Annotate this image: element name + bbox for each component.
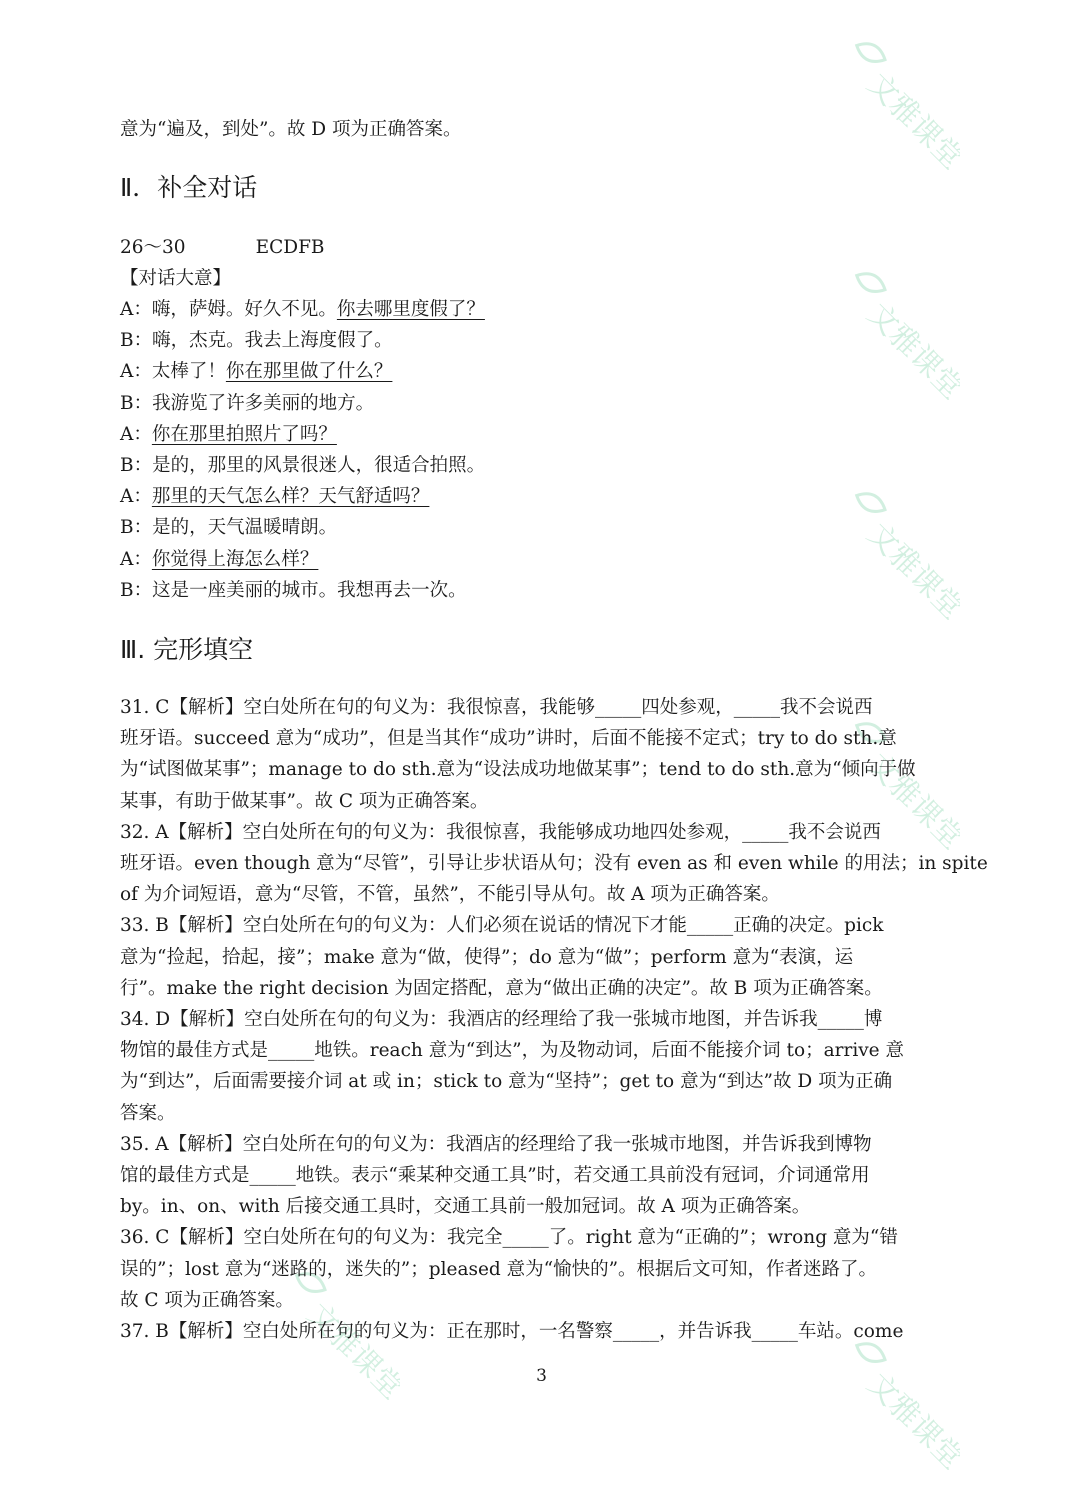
speaker-label: B： [120, 455, 153, 476]
dialogue-line [120, 360, 392, 384]
speaker-label: A： [120, 486, 152, 508]
explanation-line: 37. B【解析】空白处所在句的句义为：正在那时，一名警察_____，并告诉我_____车站。come [120, 1321, 904, 1342]
answer-letters: ECDFB [255, 237, 325, 258]
dialogue-line [120, 579, 467, 603]
explanation-line: 为“到达”，后面需要接介词 at 或 in；stick to 意为“坚持”；get to 意为“到达”故 D 项为正确 [120, 1071, 893, 1093]
dialogue-line [120, 516, 337, 540]
watermark-logo-icon [810, 250, 960, 400]
svg-text:文雅课堂: 文雅课堂 [860, 1366, 960, 1470]
dialogue-answer-underlined: 那里的天气怎么样？天气舒适吗？ [151, 486, 430, 508]
dialogue-text: 太棒了！ [151, 361, 226, 383]
explanation-line: 35. A【解析】空白处所在句的句义为：我酒店的经理给了我一张城市地图，并告诉我到博物 [120, 1133, 872, 1155]
speaker-label: A： [120, 299, 152, 320]
dialogue-text: 是的，天气温暖晴朗。 [152, 517, 338, 539]
explanation-line: 31. C【解析】空白处所在句的句义为：我很惊喜，我能够_____四处参观，_____我不会说西 [120, 697, 873, 718]
speaker-label: B： [120, 579, 153, 601]
explanation-line: 故 C 项为正确答案。 [120, 1289, 294, 1311]
explanation-line: 班牙语。even though 意为“尽管”，引导让步状语从句；没有 even as 和 even while 的用法；in spite [120, 853, 988, 874]
section-2-title: Ⅱ．补全对话 [120, 173, 258, 202]
dialogue-line [120, 548, 318, 572]
speaker-label: B： [120, 392, 153, 414]
explanation-line: by。in、on、with 后接交通工具时，交通工具前一般加冠词。故 A 项为正确答案。 [120, 1196, 811, 1218]
svg-text:文雅课堂: 文雅课堂 [860, 746, 960, 850]
svg-text:文雅课堂: 文雅课堂 [860, 516, 960, 620]
dialogue-answer-underlined: 你觉得上海怎么样？ [151, 548, 319, 570]
explanation-line: 某事，有助于做某事”。故 C 项为正确答案。 [120, 790, 489, 812]
answer-range: 26～30 [120, 237, 186, 258]
svg-text:文雅课堂: 文雅课堂 [860, 66, 960, 170]
dialogue-line [120, 298, 485, 322]
dialogue-answer-underlined: 你在那里做了什么？ [225, 361, 393, 383]
dialogue-answer-underlined: 你在那里拍照片了吗？ [151, 423, 337, 445]
explanation-line: 答案。 [120, 1102, 176, 1124]
dialogue-summary-label: 【对话大意】 [120, 268, 232, 289]
speaker-label: A： [120, 361, 152, 383]
watermark-logo-icon [810, 470, 960, 620]
explanation-line: 为“试图做某事”；manage to do sth.意为“设法成功地做某事”；tend to do sth.意为“倾向于做 [120, 759, 916, 781]
dialogue-text: 嗨，萨姆。好久不见。 [151, 299, 337, 320]
dialogue-answer-underlined: 你去哪里度假了？ [336, 299, 485, 320]
dialogue-line [120, 454, 485, 478]
svg-text:文雅课堂: 文雅课堂 [300, 1296, 400, 1400]
svg-text:文雅课堂: 文雅课堂 [860, 296, 960, 400]
explanation-line: 意为“捡起，拾起，接”；make 意为“做，使得”；do 意为“做”；perform 意为“表演，运 [120, 946, 854, 968]
explanation-line: of 为介词短语，意为“尽管，不管，虽然”，不能引导从句。故 A 项为正确答案。 [120, 884, 780, 906]
explanation-line: 班牙语。succeed 意为“成功”，但是当其作“成功”讲时，后面不能接不定式；try to do sth.意 [120, 728, 897, 750]
speaker-label: B： [120, 517, 153, 539]
dialogue-line [120, 485, 429, 509]
explanation-line: 行”。make the right decision 为固定搭配，意为“做出正确的决定”。故 B 项为正确答案。 [120, 977, 883, 999]
page-number: 3 [536, 1366, 547, 1386]
speaker-label: B： [120, 330, 153, 352]
dialogue-line [120, 329, 393, 353]
explanation-line: 馆的最佳方式是_____地铁。表示“乘某种交通工具”时，若交通工具前没有冠词，介词通常用 [120, 1165, 870, 1186]
watermark-logo-icon [810, 20, 960, 170]
explanation-line: 36. C【解析】空白处所在句的句义为：我完全_____了。right 意为“正确的”；wrong 意为“错 [120, 1227, 898, 1249]
dialogue-line [120, 392, 374, 416]
speaker-label: A： [120, 548, 152, 570]
section-3-title: Ⅲ. 完形填空 [120, 635, 254, 664]
dialogue-text: 我游览了许多美丽的地方。 [152, 392, 375, 414]
explanation-line: 物馆的最佳方式是_____地铁。reach 意为“到达”，为及物动词，后面不能接介词 to；arrive 意 [120, 1040, 905, 1062]
dialogue-line [120, 423, 337, 447]
explanation-line: 32. A【解析】空白处所在句的句义为：我很惊喜，我能够成功地四处参观，_____我不会说西 [120, 821, 881, 843]
speaker-label: A： [120, 423, 152, 445]
intro-line: 意为“遍及，到处”。故 D 项为正确答案。 [120, 119, 462, 140]
explanation-line: 34. D【解析】空白处所在句的句义为：我酒店的经理给了我一张城市地图，并告诉我_____博 [120, 1009, 883, 1030]
dialogue-text: 是的，那里的风景很迷人，很适合拍照。 [152, 455, 486, 476]
dialogue-text: 嗨，杰克。我去上海度假了。 [152, 330, 393, 352]
explanation-line: 33. B【解析】空白处所在句的句义为：人们必须在说话的情况下才能_____正确的决定。pick [120, 915, 884, 937]
answer-key-row [120, 236, 325, 260]
explanation-line: 误的”；lost 意为“迷路的，迷失的”；pleased 意为“愉快的”。根据后文可知，作者迷路了。 [120, 1258, 878, 1280]
dialogue-text: 这是一座美丽的城市。我想再去一次。 [152, 579, 467, 601]
